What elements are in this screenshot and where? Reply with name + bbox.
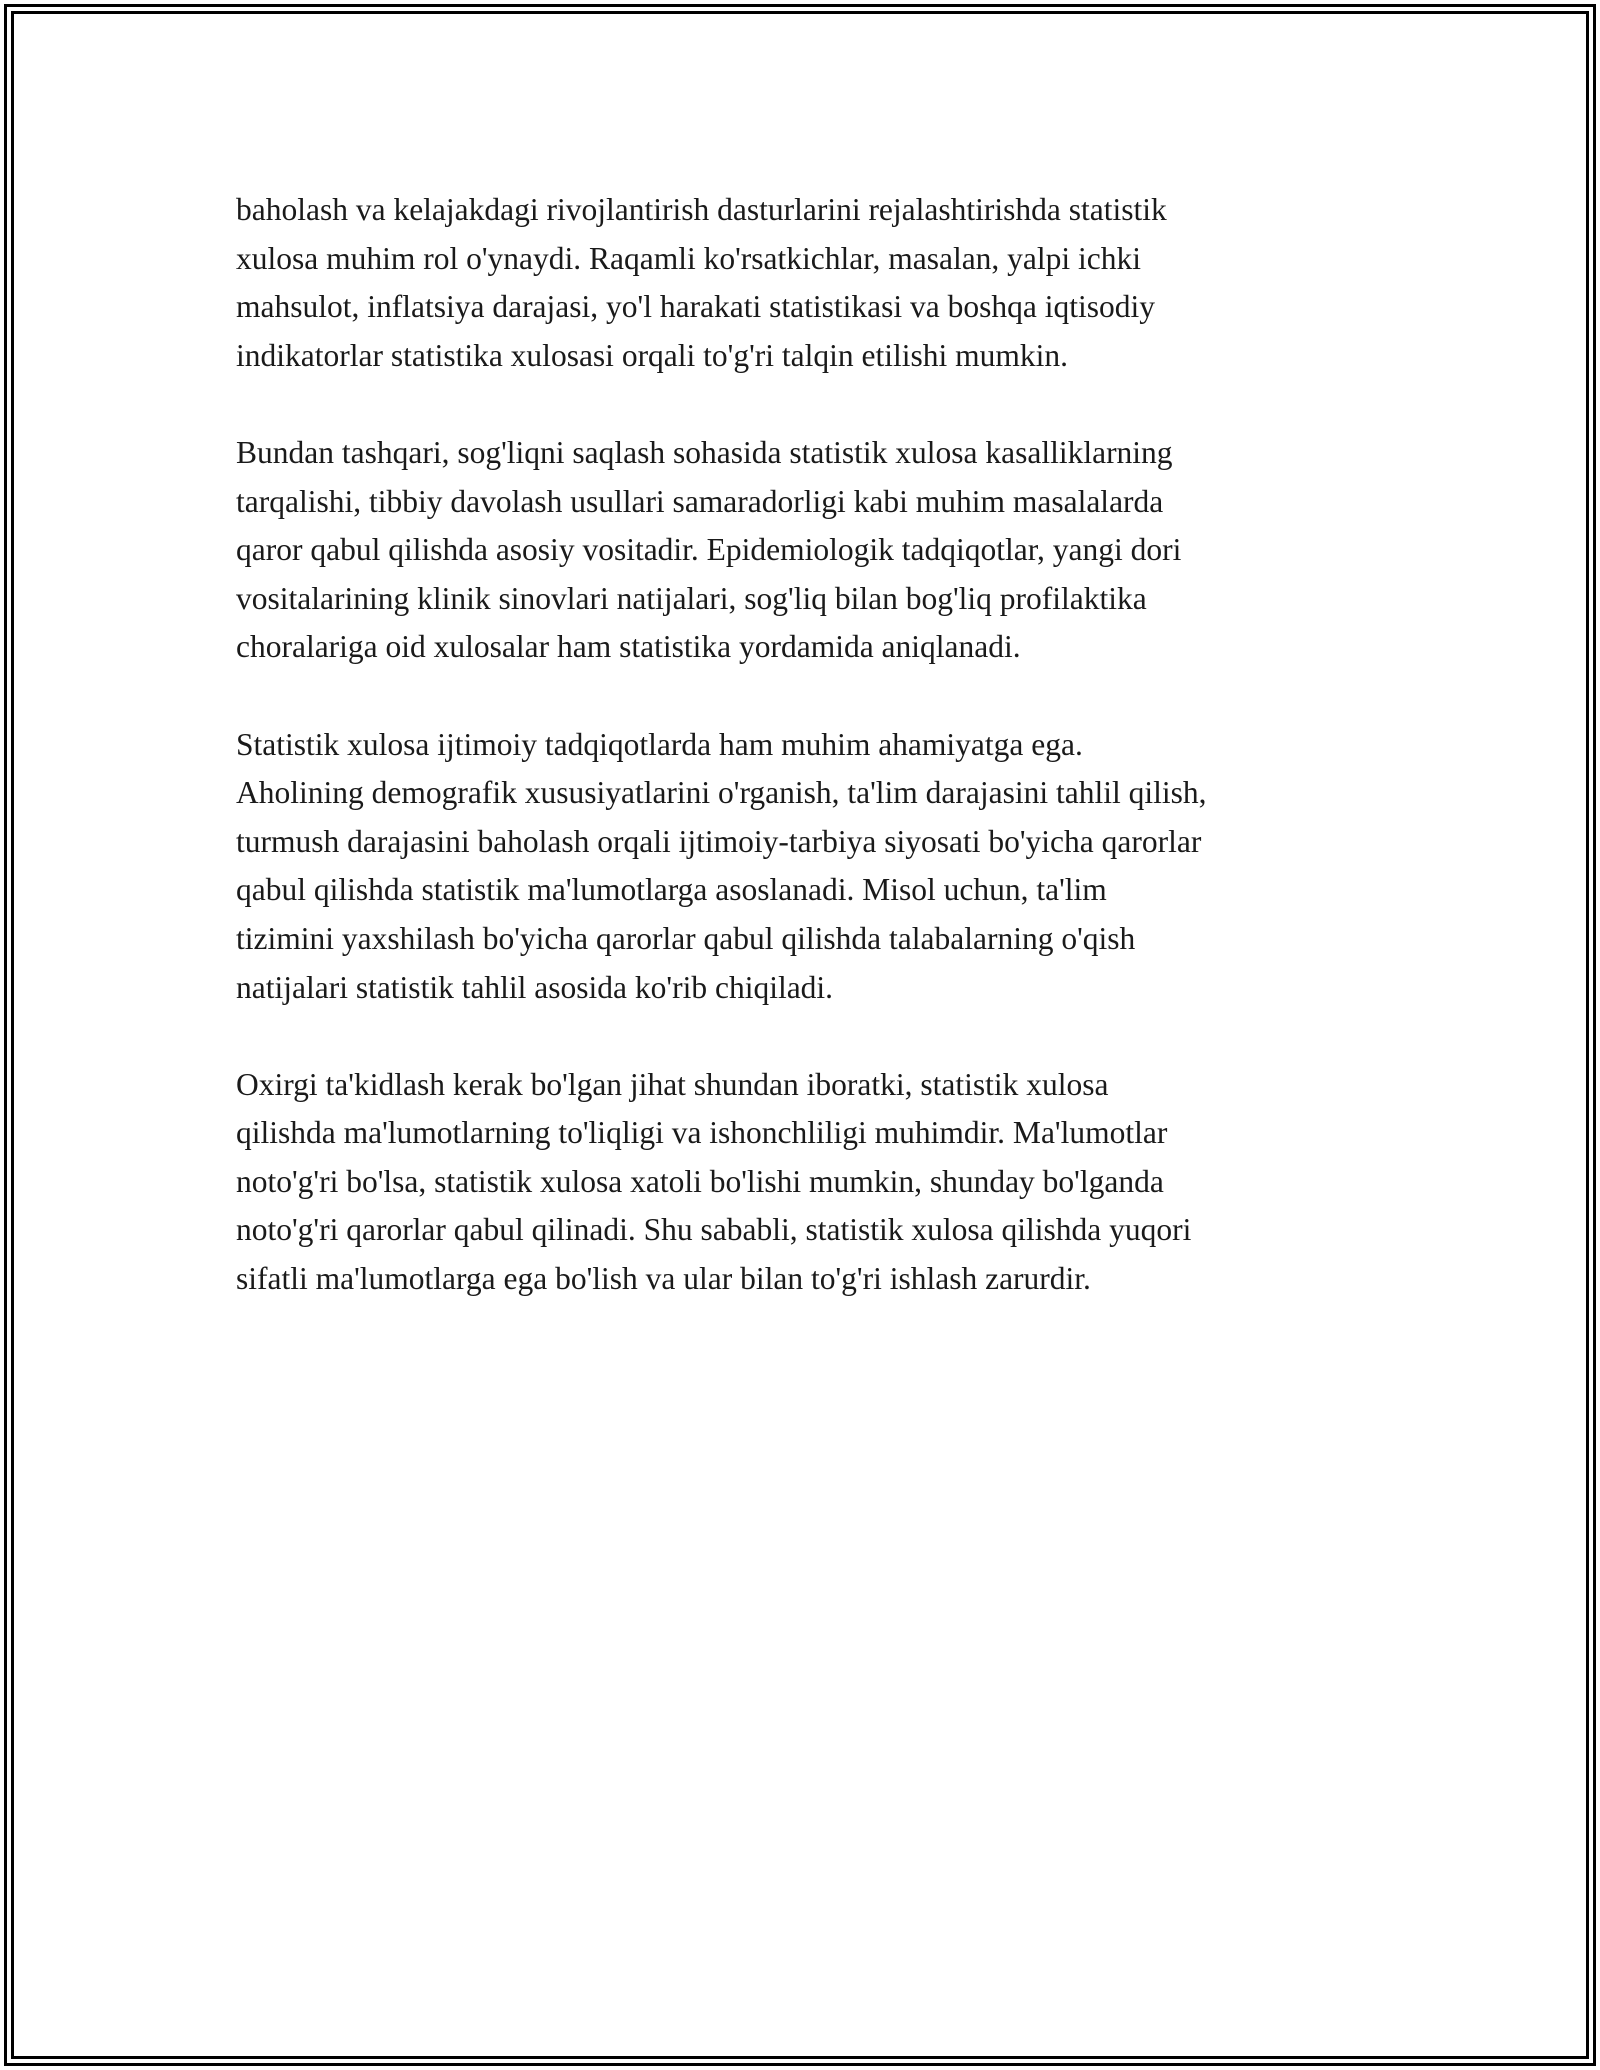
text-line: qabul qilishda statistik ma'lumotlarga asoslanadi. Misol uchun, ta'lim [236,872,1107,908]
text-line: qilishda ma'lumotlarning to'liqligi va ishonchliligi muhimdir. Ma'lumotlar [236,1115,1168,1151]
text-line: indikatorlar statistika xulosasi orqali to'g'ri talqin etilishi mumkin. [236,337,1068,373]
text-line: noto'g'ri qarorlar qabul qilinadi. Shu sababli, statistik xulosa qilishda yuqori [236,1212,1192,1248]
text-line: turmush darajasini baholash orqali ijtimoiy-tarbiya siyosati bo'yicha qarorlar [236,823,1202,859]
text-line: qaror qabul qilishda asosiy vositadir. Epidemiologik tadqiqotlar, yangi dori [236,532,1182,568]
paragraph-2 [236,429,1376,672]
paragraph-3 [236,721,1376,1013]
text-line: Oxirgi ta'kidlash kerak bo'lgan jihat shundan iboratki, statistik xulosa [236,1066,1109,1102]
text-line: Bundan tashqari, sog'liqni saqlash sohasida statistik xulosa kasalliklarning [236,434,1173,470]
text-line: baholash va kelajakdagi rivojlantirish dasturlarini rejalashtirishda statistik [236,192,1167,227]
paragraph-4 [236,1061,1376,1304]
text-line: choralariga oid xulosalar ham statistika yordamida aniqlanadi. [236,629,1021,665]
text-line: tarqalishi, tibbiy davolash usullari samaradorligi kabi muhim masalalarda [236,483,1164,519]
text-line: noto'g'ri bo'lsa, statistik xulosa xatoli bo'lishi mumkin, shunday bo'lganda [236,1163,1164,1199]
paragraph-1 [236,186,1376,380]
text-line: sifatli ma'lumotlarga ega bo'lish va ular bilan to'g'ri ishlash zarurdir. [236,1261,1091,1297]
text-line: mahsulot, inflatsiya darajasi, yo'l harakati statistikasi va boshqa iqtisodiy [236,289,1156,325]
text-line: vositalarining klinik sinovlari natijalari, sog'liq bilan bog'liq profilaktika [236,580,1147,616]
text-line: natijalari statistik tahlil asosida ko'rib chiqiladi. [236,969,834,1005]
document-body [236,186,1376,1352]
text-line: Aholining demografik xususiyatlarini o'rganish, ta'lim darajasini tahlil qilish, [236,775,1207,811]
text-line: xulosa muhim rol o'ynaydi. Raqamli ko'rsatkichlar, masalan, yalpi ichki [236,240,1142,276]
text-line: Statistik xulosa ijtimoiy tadqiqotlarda ham muhim ahamiyatga ega. [236,726,1083,762]
text-line: tizimini yaxshilash bo'yicha qarorlar qabul qilishda talabalarning o'qish [236,920,1136,956]
